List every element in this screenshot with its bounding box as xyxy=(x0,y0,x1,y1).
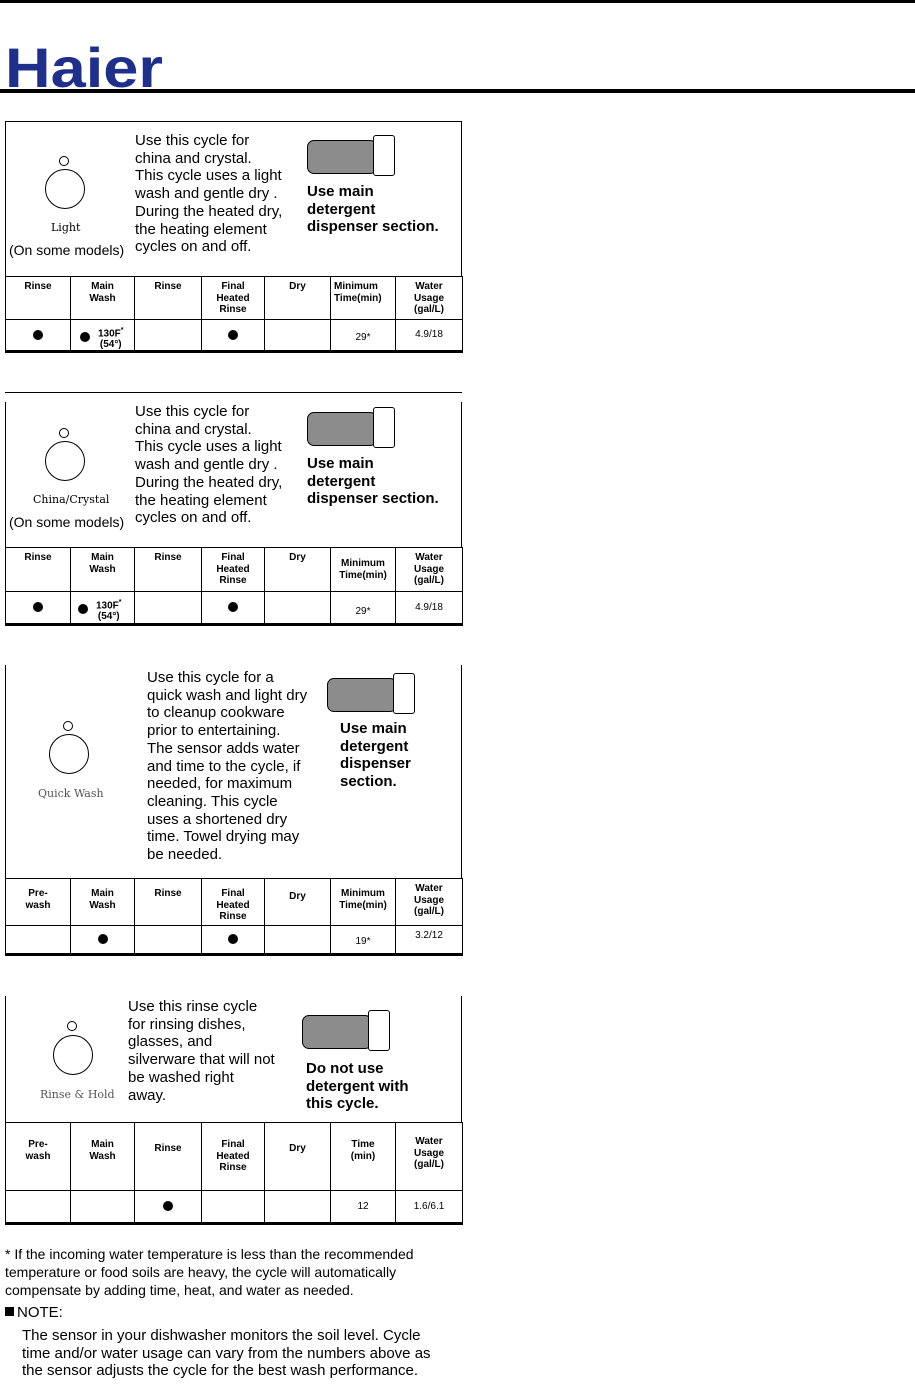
step-cell xyxy=(6,926,71,955)
step-cell-temperature xyxy=(71,320,135,352)
col-header: Final Heated Rinse xyxy=(202,277,265,320)
cycle-china-crystal xyxy=(5,392,462,630)
models-note: (On some models) xyxy=(9,242,125,258)
cycle-description: Use this cycle for china and crystal. This cycle uses a light wash and gentle dry . During the heated dry, the heating element cycles on and off. xyxy=(135,403,283,527)
col-header: Minimum Time(min) xyxy=(331,277,396,320)
dispenser-icon xyxy=(307,135,395,175)
step-cell xyxy=(265,926,331,955)
step-cell xyxy=(135,926,202,955)
col-header: Rinse xyxy=(6,548,71,592)
cycle-steps-table xyxy=(5,276,463,353)
step-cell xyxy=(202,926,265,955)
col-header: Rinse xyxy=(135,548,202,592)
col-header: Pre- wash xyxy=(6,879,71,926)
step-cell xyxy=(71,1191,135,1224)
col-header: Minimum Time(min) xyxy=(331,548,396,592)
col-header: Pre- wash xyxy=(6,1123,71,1191)
top-rule xyxy=(0,0,915,3)
step-bullet-icon xyxy=(228,602,238,612)
models-note: (On some models) xyxy=(9,514,125,530)
wash-temperature: 130F* (54°) xyxy=(98,327,124,351)
col-header: Dry xyxy=(265,277,331,320)
cycle-light xyxy=(5,121,462,356)
step-bullet-icon xyxy=(98,934,108,944)
section-top-rule xyxy=(5,392,462,393)
note-heading: NOTE: xyxy=(5,1304,63,1321)
cycle-description: Use this rinse cycle for rinsing dishes, glasses, and silverware that will not be washed right away. xyxy=(128,998,275,1104)
col-header: Main Wash xyxy=(71,548,135,592)
step-cell xyxy=(202,320,265,352)
step-cell xyxy=(202,592,265,625)
col-header: Main Wash xyxy=(71,277,135,320)
col-header: Water Usage (gal/L) xyxy=(396,548,463,592)
cycle-steps-table xyxy=(5,1122,463,1225)
col-header: Minimum Time(min) xyxy=(331,879,396,926)
step-cell xyxy=(6,592,71,625)
knob-label: Light xyxy=(51,221,81,234)
step-cell xyxy=(202,1191,265,1224)
square-bullet-icon xyxy=(5,1307,14,1316)
step-bullet-icon xyxy=(33,330,43,340)
cycle-quick-wash xyxy=(5,665,462,957)
col-header: Dry xyxy=(265,548,331,592)
col-header: Rinse xyxy=(6,277,71,320)
min-time: 29* xyxy=(331,592,396,625)
dispenser-icon xyxy=(327,673,415,713)
haier-logo xyxy=(5,43,165,89)
water-usage: 4.9/18 xyxy=(396,592,463,625)
step-cell xyxy=(265,1191,331,1224)
col-header: Water Usage (gal/L) xyxy=(396,1123,463,1191)
col-header: Main Wash xyxy=(71,1123,135,1191)
cycle-rinse-hold xyxy=(5,996,462,1227)
step-cell xyxy=(265,320,331,352)
col-header: Final Heated Rinse xyxy=(202,879,265,926)
note-body: The sensor in your dishwasher monitors the soil level. Cycle time and/or water usage can vary from the numbers above as the sensor adjusts the cycle for the best wash performance. xyxy=(22,1327,431,1379)
step-cell xyxy=(71,926,135,955)
col-header: Final Heated Rinse xyxy=(202,1123,265,1191)
col-header: Water Usage (gal/L) xyxy=(396,879,463,926)
dispenser-icon xyxy=(302,1010,390,1050)
step-bullet-icon xyxy=(228,934,238,944)
step-cell xyxy=(265,592,331,625)
step-cell xyxy=(6,1191,71,1224)
dispenser-note: Use main detergent dispenser section. xyxy=(307,455,439,508)
dispenser-icon xyxy=(307,407,395,447)
step-bullet-icon xyxy=(80,332,90,342)
water-usage: 3.2/12 xyxy=(396,926,463,955)
step-bullet-icon xyxy=(228,330,238,340)
col-header: Rinse xyxy=(135,879,202,926)
min-time: 29* xyxy=(331,320,396,352)
col-header: Rinse xyxy=(135,277,202,320)
step-bullet-icon xyxy=(163,1201,173,1211)
header-rule xyxy=(0,89,915,93)
water-usage: 1.6/6.1 xyxy=(396,1191,463,1224)
step-cell xyxy=(6,320,71,352)
brand-wordmark: Haier xyxy=(5,43,163,89)
step-cell xyxy=(135,320,202,352)
cycle-description: Use this cycle for a quick wash and light dry to cleanup cookware prior to entertaining. The sensor adds water and time to the cycle, if needed, for maximum cleaning. This cycle uses a shortened dry time. Towel drying may be needed. xyxy=(147,669,308,864)
temperature-footnote: * If the incoming water temperature is less than the recommended temperature or food soils are heavy, the cycle will automatically compensate by adding time, heat, and water as needed. xyxy=(5,1246,414,1298)
dispenser-note: Do not use detergent with this cycle. xyxy=(306,1060,409,1113)
dispenser-note: Use main detergent dispenser section. xyxy=(307,183,439,236)
step-cell-temperature xyxy=(71,592,135,625)
step-bullet-icon xyxy=(78,604,88,614)
col-header: Dry xyxy=(265,1123,331,1191)
col-header: Main Wash xyxy=(71,879,135,926)
knob-label: China/Crystal xyxy=(33,493,110,506)
knob-label: Rinse & Hold xyxy=(40,1088,115,1101)
step-cell xyxy=(135,1191,202,1224)
cycle-steps-table xyxy=(5,878,463,956)
col-header: Water Usage (gal/L) xyxy=(396,277,463,320)
wash-temperature: 130F* (54°) xyxy=(96,599,122,623)
cycle-steps-table xyxy=(5,547,463,626)
col-header: Time (min) xyxy=(331,1123,396,1191)
water-usage: 4.9/18 xyxy=(396,320,463,352)
col-header: Final Heated Rinse xyxy=(202,548,265,592)
step-cell xyxy=(135,592,202,625)
min-time: 19* xyxy=(331,926,396,955)
step-bullet-icon xyxy=(33,602,43,612)
knob-label: Quick Wash xyxy=(38,787,104,800)
col-header: Dry xyxy=(265,879,331,926)
col-header: Rinse xyxy=(135,1123,202,1191)
dispenser-note: Use main detergent dispenser section. xyxy=(340,720,411,791)
min-time: 12 xyxy=(331,1191,396,1224)
cycle-description: Use this cycle for china and crystal. This cycle uses a light wash and gentle dry . During the heated dry, the heating element cycles on and off. xyxy=(135,132,283,256)
